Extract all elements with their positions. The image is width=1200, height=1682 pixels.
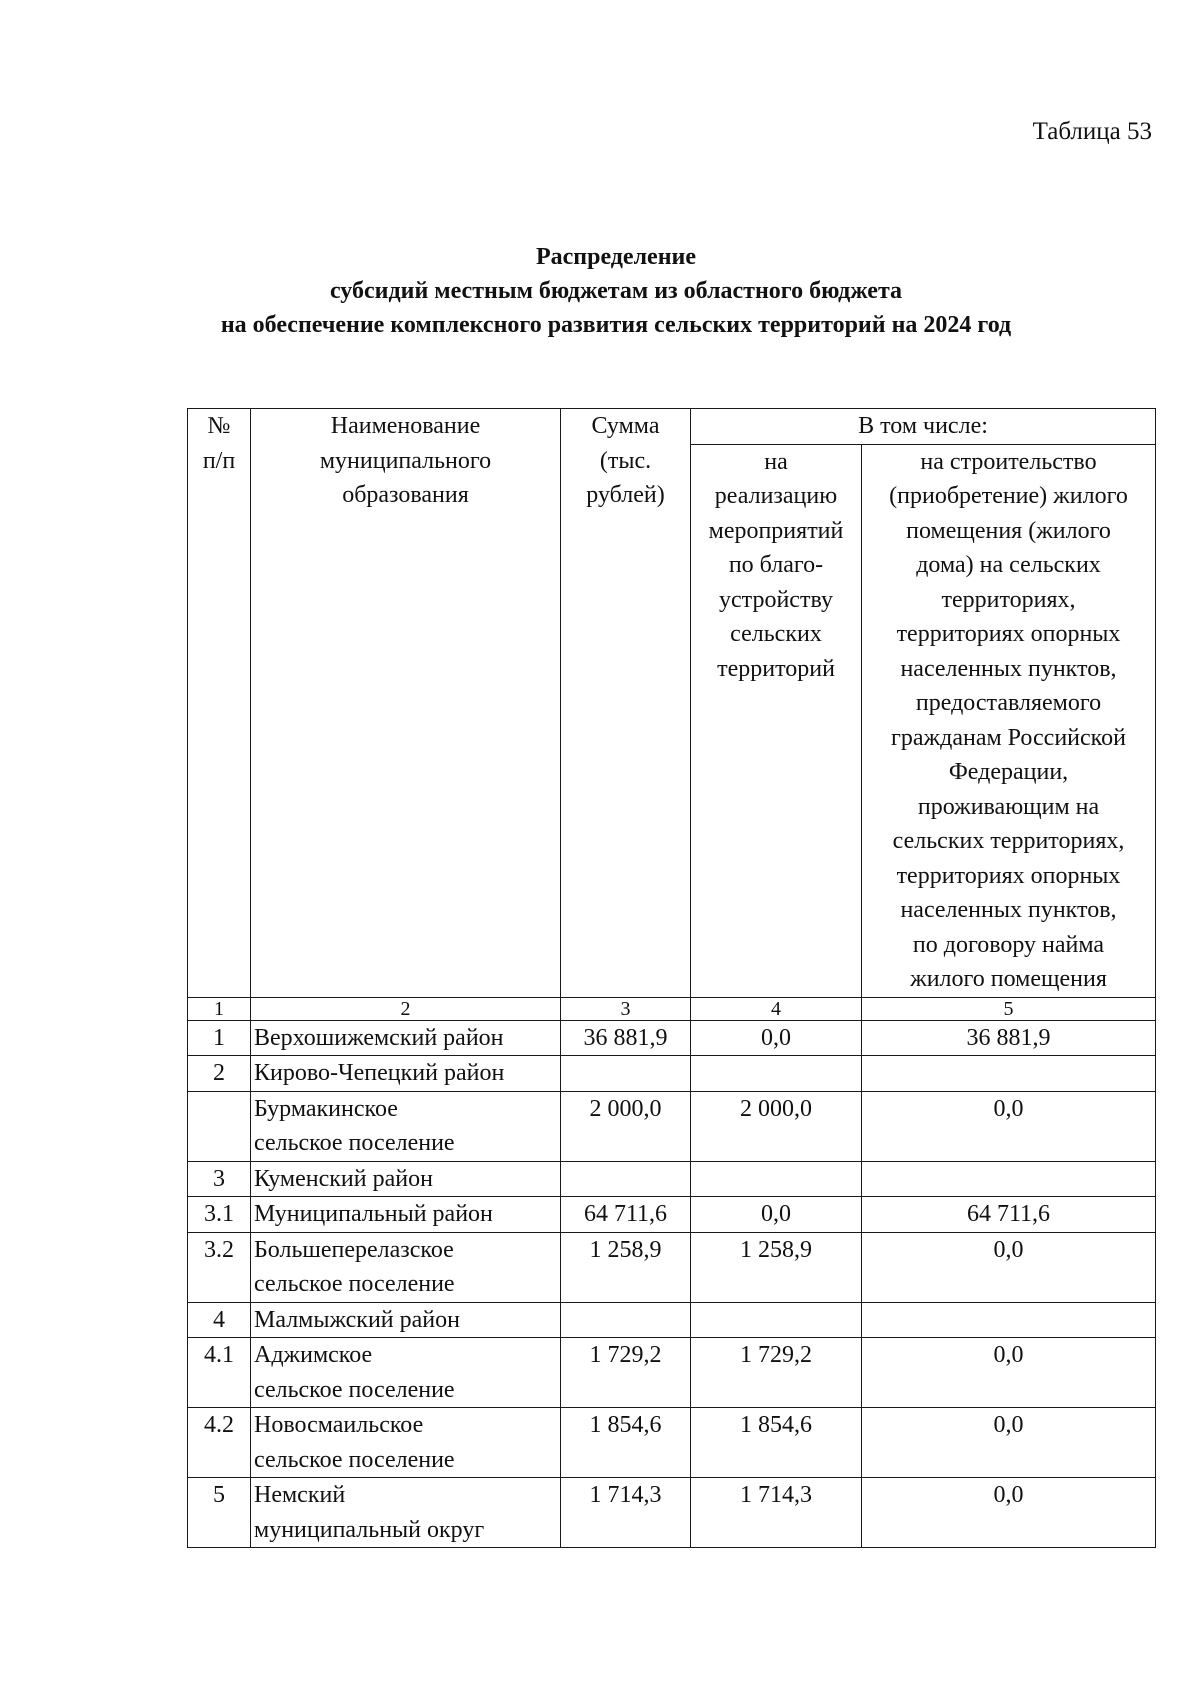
- cell-line: дома) на сельских: [916, 552, 1101, 578]
- sum-value: 1 714,3: [561, 1478, 691, 1548]
- improvement-value: 1 714,3: [691, 1478, 862, 1548]
- improvement-value: 1 258,9: [691, 1232, 862, 1302]
- table-row: [188, 1056, 1156, 1092]
- cell-line: (приобретение) жилого: [889, 483, 1128, 509]
- municipality-name-line: Муниципальный район: [254, 1201, 493, 1227]
- cell-line: образования: [342, 482, 469, 508]
- sum-value: 1 854,6: [561, 1408, 691, 1478]
- improvement-value: 0,0: [691, 1197, 862, 1233]
- municipality-name-line: сельское поселение: [254, 1446, 455, 1473]
- cell-line: предоставляемого: [915, 690, 1102, 716]
- municipality-name: [251, 1020, 561, 1056]
- cell-line: жилого помещения: [910, 966, 1107, 992]
- row-number: 4: [188, 1302, 251, 1338]
- cell-line: п/п: [202, 447, 236, 474]
- municipality-name-line: муниципальный округ: [254, 1516, 485, 1543]
- housing-value: 0,0: [862, 1232, 1156, 1302]
- cell-line: населенных пунктов,: [900, 655, 1117, 682]
- improvement-value: 0,0: [691, 1020, 862, 1056]
- sum-value: 1 729,2: [561, 1338, 691, 1408]
- sum-value: [561, 1302, 691, 1338]
- cell-line: устройству: [719, 586, 833, 613]
- table-row: [188, 1232, 1156, 1302]
- improvement-value: 1 729,2: [691, 1338, 862, 1408]
- cell-line: территориях опорных: [896, 862, 1121, 889]
- sum-value: 1 258,9: [561, 1232, 691, 1302]
- improvement-value: [691, 1161, 862, 1197]
- municipality-name: [251, 1408, 561, 1478]
- cell-line: (тыс.: [599, 447, 652, 474]
- sum-value: [561, 1056, 691, 1092]
- header-name: [251, 409, 561, 998]
- municipality-name-line: сельское поселение: [254, 1271, 455, 1297]
- table-row: [188, 1091, 1156, 1161]
- cell-line: Сумма: [591, 413, 660, 439]
- cell-line: территориях опорных: [896, 621, 1121, 647]
- subsidy-distribution-table: [187, 408, 1156, 1548]
- housing-value: 0,0: [862, 1338, 1156, 1408]
- table-row: [188, 1020, 1156, 1056]
- heading-line: субсидий местным бюджетам из областного бюджета: [329, 278, 903, 304]
- housing-value: 64 711,6: [862, 1197, 1156, 1233]
- cell-line: по договору найма: [912, 931, 1105, 958]
- header-sum: [561, 409, 691, 998]
- housing-value: [862, 1056, 1156, 1092]
- municipality-name-line: сельское поселение: [254, 1376, 455, 1403]
- row-number: 4.2: [188, 1408, 251, 1478]
- sum-value: [561, 1161, 691, 1197]
- cell-line: населенных пунктов,: [900, 897, 1117, 923]
- housing-value: 0,0: [862, 1091, 1156, 1161]
- cell-line: гражданам Российской: [891, 724, 1126, 751]
- cell-line: сельских территориях,: [892, 828, 1125, 854]
- municipality-name: [251, 1478, 561, 1548]
- improvement-value: 1 854,6: [691, 1408, 862, 1478]
- municipality-name: [251, 1091, 561, 1161]
- municipality-name-line: Куменский район: [254, 1165, 433, 1192]
- municipality-name-line: Бурмакинское: [254, 1095, 398, 1122]
- row-number: 4.1: [188, 1338, 251, 1408]
- municipality-name-line: Кирово-Чепецкий район: [254, 1060, 505, 1086]
- municipality-name-line: Верхошижемский район: [254, 1024, 504, 1051]
- municipality-name-line: Малмыжский район: [254, 1306, 460, 1333]
- municipality-name: [251, 1302, 561, 1338]
- row-number: 2: [188, 1056, 251, 1092]
- cell-line: на строительство: [920, 448, 1097, 475]
- housing-value: 0,0: [862, 1408, 1156, 1478]
- improvement-value: [691, 1302, 862, 1338]
- table-row: [188, 1197, 1156, 1233]
- cell-line: территориях,: [941, 586, 1076, 613]
- cell-line: сельских: [730, 621, 822, 647]
- cell-line: №: [207, 413, 231, 439]
- cell-line: помещения (жилого: [906, 517, 1111, 544]
- table-row: [188, 1408, 1156, 1478]
- heading-line: на обеспечение комплексного развития сельских территорий на 2024 год: [220, 312, 1012, 338]
- cell-line: проживающим на: [917, 793, 1100, 820]
- column-number: 5: [862, 997, 1156, 1020]
- improvement-value: [691, 1056, 862, 1092]
- table-row: [188, 1161, 1156, 1197]
- municipality-name: [251, 1161, 561, 1197]
- row-number: 3: [188, 1161, 251, 1197]
- column-number: 1: [188, 997, 251, 1020]
- cell-line: на: [764, 448, 788, 475]
- municipality-name: [251, 1232, 561, 1302]
- column-number: 4: [691, 997, 862, 1020]
- table-row: [188, 1478, 1156, 1548]
- municipality-name-line: Аджимское: [254, 1342, 373, 1368]
- municipality-name-line: Новосмаильское: [254, 1412, 424, 1438]
- table-number-label: Таблица 53: [1032, 118, 1152, 145]
- housing-value: 36 881,9: [862, 1020, 1156, 1056]
- row-number: 3.1: [188, 1197, 251, 1233]
- table-row: [188, 1338, 1156, 1408]
- header-including: В том числе:: [691, 409, 1156, 445]
- cell-line: мероприятий: [708, 517, 844, 544]
- column-number-row: [188, 997, 1156, 1020]
- municipality-name-line: сельское поселение: [254, 1130, 455, 1156]
- column-number: 2: [251, 997, 561, 1020]
- heading-line: Распределение: [535, 244, 697, 270]
- cell-line: рублей): [586, 482, 665, 508]
- table-row: [188, 1302, 1156, 1338]
- housing-value: [862, 1161, 1156, 1197]
- cell-line: Наименование: [330, 413, 481, 439]
- row-number: [188, 1091, 251, 1161]
- sum-value: 2 000,0: [561, 1091, 691, 1161]
- municipality-name: [251, 1338, 561, 1408]
- header-row: [188, 409, 1156, 445]
- column-number: 3: [561, 997, 691, 1020]
- cell-line: реализацию: [714, 483, 838, 509]
- document-heading: [180, 240, 1052, 342]
- municipality-name-line: Большеперелазское: [254, 1236, 454, 1263]
- sum-value: 64 711,6: [561, 1197, 691, 1233]
- sum-value: 36 881,9: [561, 1020, 691, 1056]
- municipality-name-line: Немский: [254, 1482, 346, 1508]
- header-improvement: [691, 444, 862, 997]
- housing-value: 0,0: [862, 1478, 1156, 1548]
- improvement-value: 2 000,0: [691, 1091, 862, 1161]
- municipality-name: [251, 1197, 561, 1233]
- header-num: [188, 409, 251, 998]
- cell-line: Федерации,: [948, 759, 1069, 785]
- header-housing: [862, 444, 1156, 997]
- cell-line: муниципального: [319, 447, 492, 474]
- municipality-name: [251, 1056, 561, 1092]
- row-number: 3.2: [188, 1232, 251, 1302]
- housing-value: [862, 1302, 1156, 1338]
- row-number: 5: [188, 1478, 251, 1548]
- cell-line: по благо-: [728, 552, 824, 578]
- cell-line: территорий: [717, 655, 835, 682]
- row-number: 1: [188, 1020, 251, 1056]
